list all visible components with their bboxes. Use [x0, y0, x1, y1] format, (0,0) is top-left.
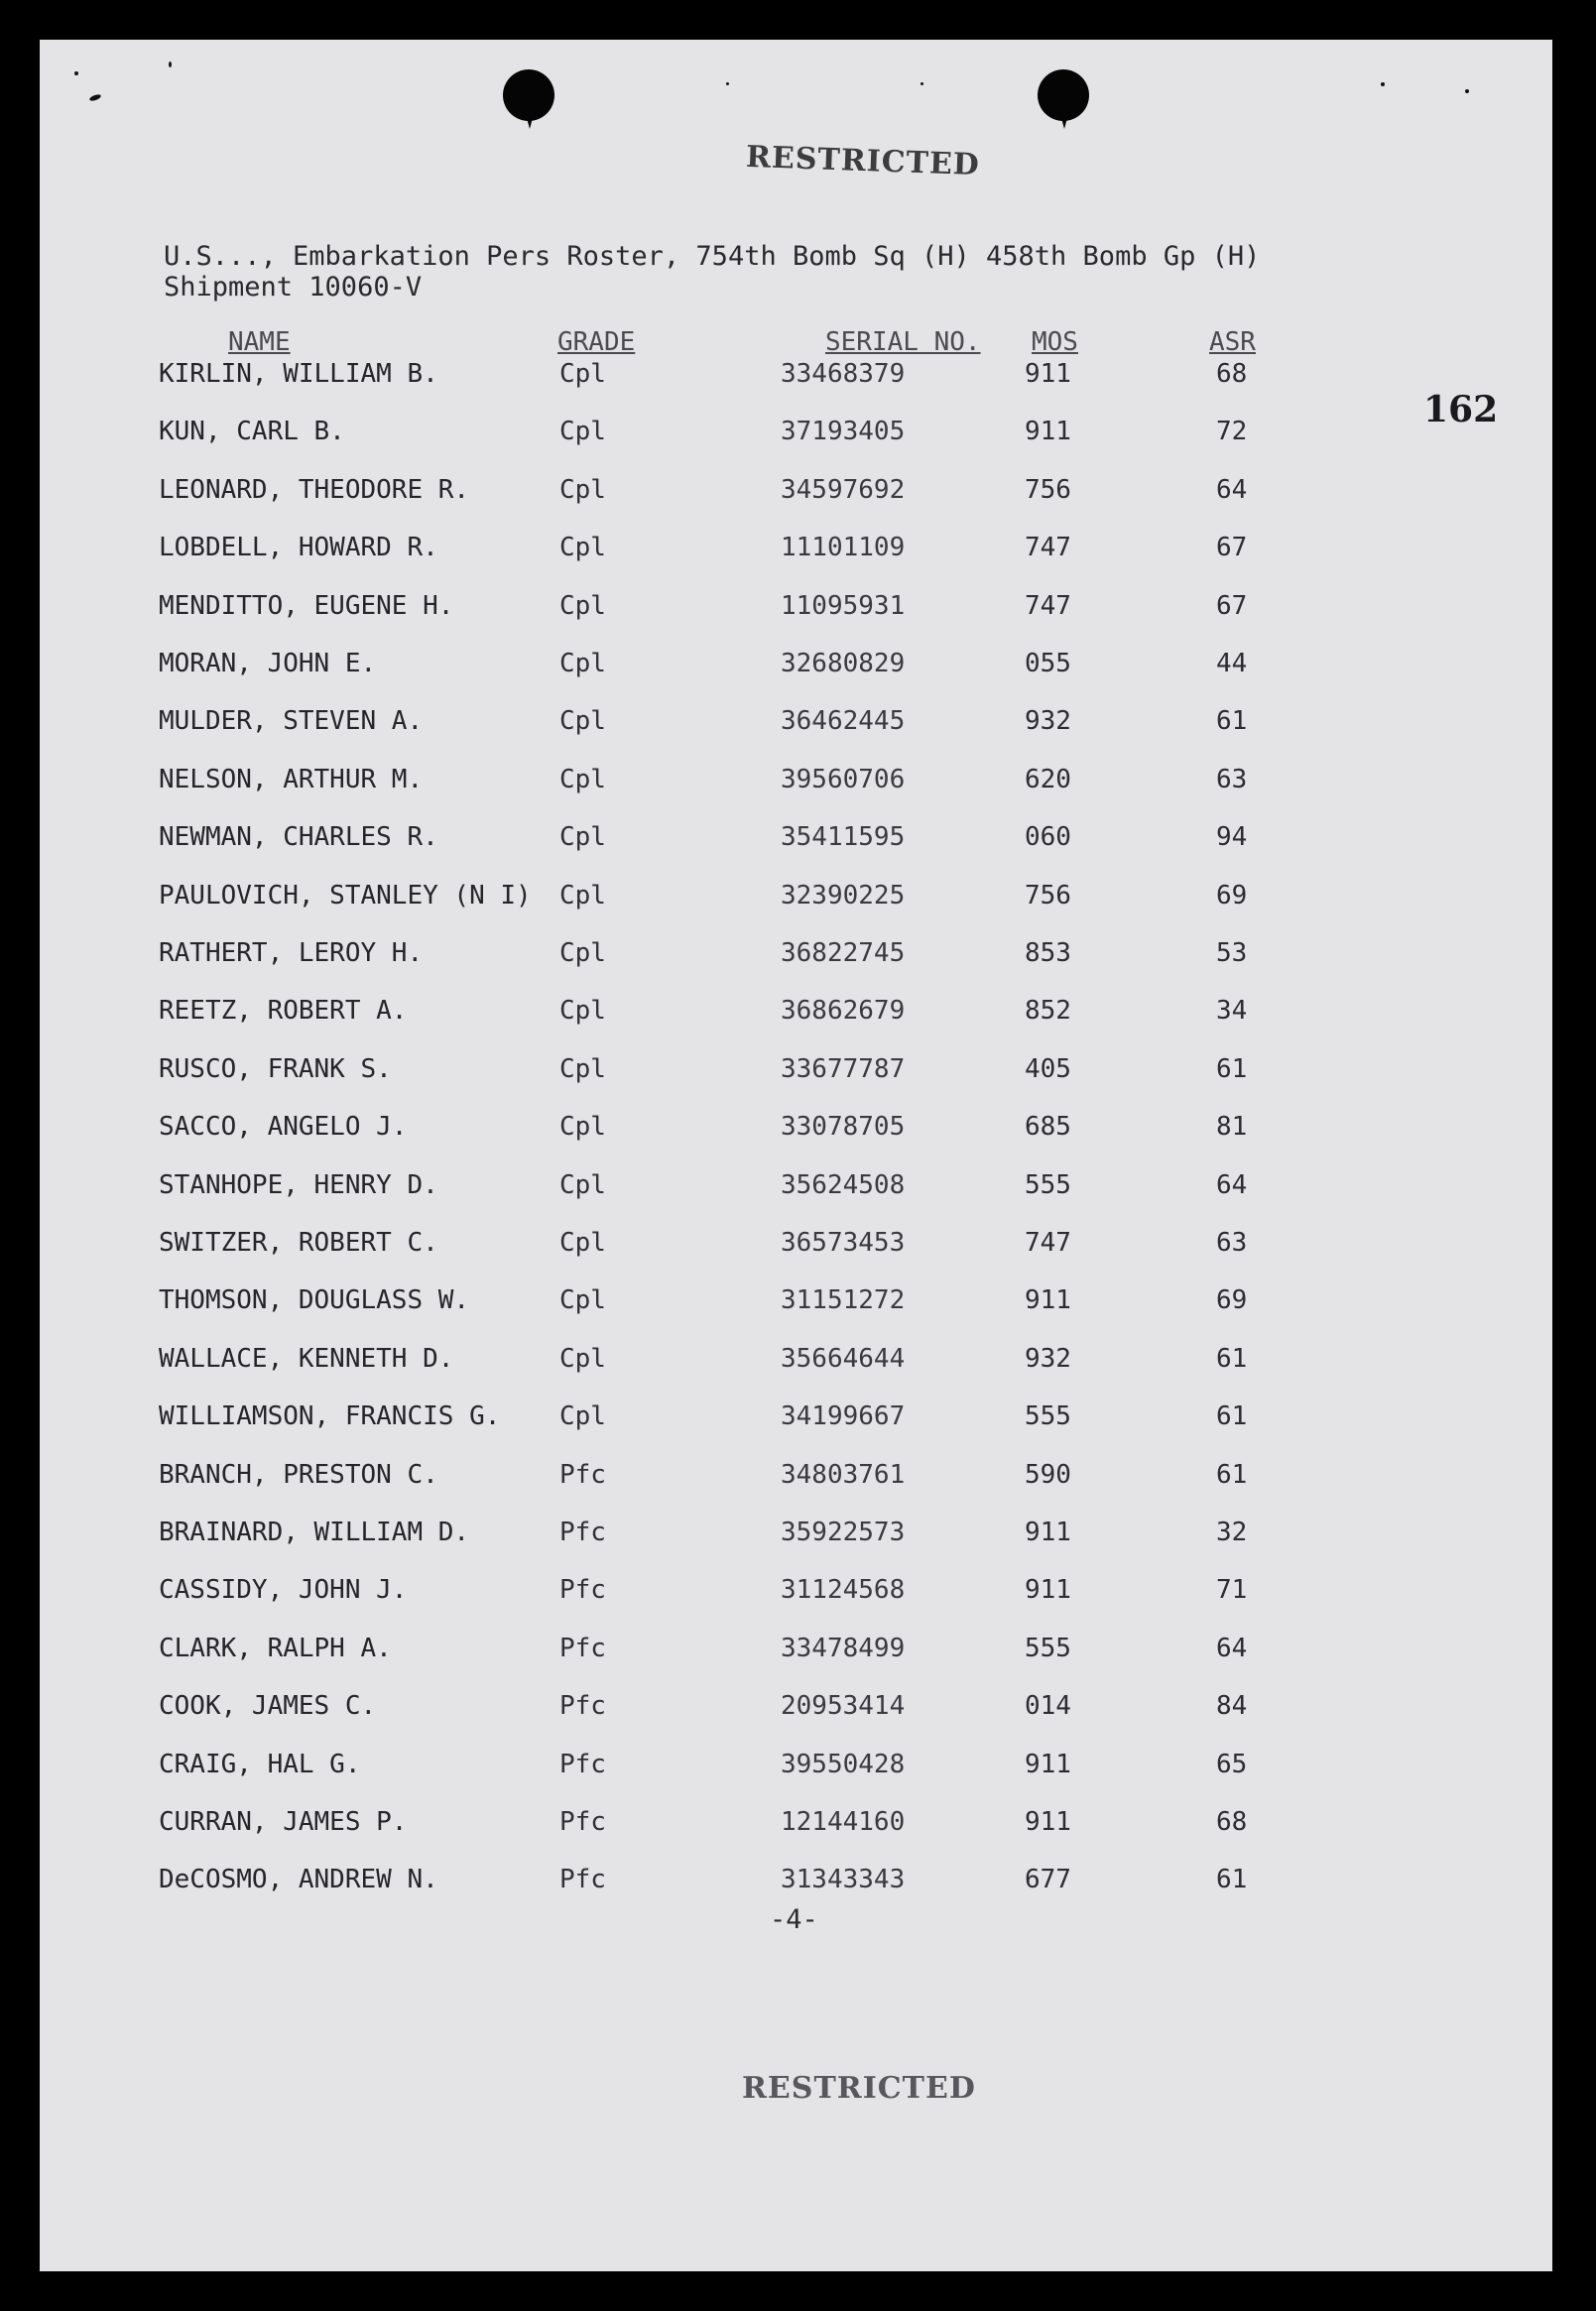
roster-serial-no: 36573453	[781, 1228, 906, 1258]
roster-name: SWITZER, ROBERT C.	[159, 1228, 438, 1258]
roster-name: STANHOPE, HENRY D.	[159, 1169, 438, 1200]
roster-mos: 014	[1025, 1691, 1071, 1722]
roster-name: DeCOSMO, ANDREW N.	[159, 1865, 438, 1895]
roster-serial-no: 33677787	[781, 1053, 906, 1084]
table-row	[40, 586, 1552, 626]
header-serial-no: SERIAL NO.	[825, 327, 981, 357]
document-page	[40, 40, 1552, 2271]
roster-grade: Cpl	[559, 1228, 606, 1258]
roster-mos: 932	[1025, 1343, 1071, 1374]
roster-mos: 555	[1025, 1633, 1071, 1663]
speck	[74, 71, 78, 75]
roster-grade: Cpl	[559, 359, 606, 389]
table-row	[40, 1280, 1552, 1320]
roster-name: MORAN, JOHN E.	[159, 649, 377, 678]
roster-name: THOMSON, DOUGLASS W.	[159, 1285, 470, 1316]
roster-grade: Cpl	[559, 590, 606, 621]
roster-mos: 911	[1025, 359, 1071, 389]
table-row	[40, 1339, 1552, 1379]
roster-name: MULDER, STEVEN A.	[159, 706, 424, 737]
table-row	[40, 528, 1552, 567]
roster-grade: Cpl	[559, 996, 606, 1027]
roster-mos: 911	[1025, 417, 1071, 447]
roster-mos: 911	[1025, 1749, 1071, 1779]
roster-serial-no: 20953414	[781, 1691, 906, 1722]
roster-mos: 747	[1025, 1228, 1071, 1258]
roster-serial-no: 39560706	[781, 764, 906, 794]
roster-name: KUN, CARL B.	[159, 417, 345, 447]
roster-grade: Cpl	[559, 706, 606, 737]
table-row	[40, 1107, 1552, 1147]
roster-mos: 555	[1025, 1169, 1071, 1200]
footer-page-number: -4-	[770, 1904, 818, 1935]
header-name: NAME	[228, 327, 291, 357]
roster-asr: 53	[1216, 938, 1248, 968]
roster-name: MENDITTO, EUGENE H.	[159, 590, 454, 621]
roster-mos: 932	[1025, 706, 1071, 737]
table-row	[40, 1165, 1552, 1205]
roster-mos: 747	[1025, 533, 1071, 563]
roster-mos: 911	[1025, 1518, 1071, 1547]
roster-name: PAULOVICH, STANLEY (N I)	[159, 880, 532, 911]
roster-mos: 620	[1025, 764, 1071, 794]
speck	[89, 93, 102, 102]
roster-title-line2: Shipment 10060-V	[164, 272, 423, 303]
roster-serial-no: 12144160	[781, 1807, 906, 1837]
table-row	[40, 1223, 1552, 1263]
roster-name: NEWMAN, CHARLES R.	[159, 822, 438, 853]
roster-grade: Cpl	[559, 1285, 606, 1316]
table-row	[40, 1049, 1552, 1089]
roster-name: LOBDELL, HOWARD R.	[159, 533, 438, 563]
roster-asr: 44	[1216, 649, 1248, 678]
header-mos: MOS	[1032, 327, 1078, 357]
roster-serial-no: 35922573	[781, 1518, 906, 1547]
roster-asr: 67	[1216, 533, 1248, 563]
roster-name: REETZ, ROBERT A.	[159, 996, 408, 1027]
roster-grade: Cpl	[559, 1112, 606, 1143]
table-row	[40, 354, 1552, 394]
roster-serial-no: 31343343	[781, 1865, 906, 1895]
roster-name: KIRLIN, WILLIAM B.	[159, 359, 438, 389]
roster-serial-no: 33468379	[781, 359, 906, 389]
roster-asr: 64	[1216, 1169, 1248, 1200]
roster-name: RUSCO, FRANK S.	[159, 1053, 392, 1084]
roster-asr: 84	[1216, 1691, 1248, 1722]
roster-asr: 94	[1216, 822, 1248, 853]
roster-name: CLARK, RALPH A.	[159, 1633, 392, 1663]
roster-grade: Pfc	[559, 1459, 606, 1490]
roster-asr: 67	[1216, 590, 1248, 621]
table-row	[40, 933, 1552, 973]
roster-grade: Pfc	[559, 1633, 606, 1663]
roster-grade: Pfc	[559, 1575, 606, 1606]
roster-serial-no: 39550428	[781, 1749, 906, 1779]
roster-asr: 72	[1216, 417, 1248, 447]
roster-title	[164, 241, 1260, 303]
table-row	[40, 470, 1552, 510]
roster-name: RATHERT, LEROY H.	[159, 938, 424, 968]
roster-serial-no: 32680829	[781, 649, 906, 678]
roster-asr: 61	[1216, 1865, 1248, 1895]
roster-serial-no: 34199667	[781, 1401, 906, 1432]
header-asr: ASR	[1209, 327, 1256, 357]
roster-grade: Cpl	[559, 1343, 606, 1374]
roster-asr: 71	[1216, 1575, 1248, 1606]
roster-grade: Pfc	[559, 1691, 606, 1722]
table-row	[40, 760, 1552, 799]
roster-asr: 61	[1216, 1343, 1248, 1374]
roster-mos: 555	[1025, 1401, 1071, 1432]
roster-asr: 61	[1216, 1459, 1248, 1490]
roster-asr: 32	[1216, 1518, 1248, 1547]
roster-asr: 63	[1216, 764, 1248, 794]
roster-name: WALLACE, KENNETH D.	[159, 1343, 454, 1374]
roster-asr: 61	[1216, 1053, 1248, 1084]
roster-asr: 61	[1216, 1401, 1248, 1432]
restricted-stamp-top: RESTRICTED	[745, 139, 981, 183]
roster-grade: Cpl	[559, 764, 606, 794]
roster-mos: 756	[1025, 474, 1071, 505]
roster-mos: 853	[1025, 938, 1071, 968]
table-row	[40, 1455, 1552, 1495]
roster-mos: 060	[1025, 822, 1071, 853]
roster-serial-no: 32390225	[781, 880, 906, 911]
roster-asr: 69	[1216, 1285, 1248, 1316]
roster-mos: 911	[1025, 1807, 1071, 1837]
punch-hole	[1038, 69, 1089, 121]
speck	[169, 61, 172, 67]
roster-grade: Cpl	[559, 649, 606, 678]
roster-name: CRAIG, HAL G.	[159, 1749, 361, 1779]
punch-hole	[503, 69, 554, 121]
roster-grade: Cpl	[559, 938, 606, 968]
speck	[726, 82, 729, 85]
table-row	[40, 817, 1552, 857]
roster-serial-no: 35624508	[781, 1169, 906, 1200]
roster-grade: Cpl	[559, 417, 606, 447]
roster-serial-no: 11101109	[781, 533, 906, 563]
table-row	[40, 1745, 1552, 1784]
roster-serial-no: 37193405	[781, 417, 906, 447]
roster-asr: 68	[1216, 1807, 1248, 1837]
roster-grade: Pfc	[559, 1865, 606, 1895]
roster-mos: 685	[1025, 1112, 1071, 1143]
roster-name: BRAINARD, WILLIAM D.	[159, 1518, 470, 1547]
roster-grade: Pfc	[559, 1518, 606, 1547]
roster-serial-no: 33478499	[781, 1633, 906, 1663]
roster-asr: 69	[1216, 880, 1248, 911]
table-row	[40, 1629, 1552, 1668]
roster-asr: 63	[1216, 1228, 1248, 1258]
roster-asr: 81	[1216, 1112, 1248, 1143]
table-row	[40, 1686, 1552, 1726]
roster-serial-no: 36862679	[781, 996, 906, 1027]
roster-grade: Cpl	[559, 1401, 606, 1432]
table-row	[40, 1802, 1552, 1842]
table-row	[40, 1570, 1552, 1610]
roster-grade: Cpl	[559, 474, 606, 505]
roster-serial-no: 34597692	[781, 474, 906, 505]
table-row	[40, 876, 1552, 915]
speck	[921, 82, 923, 85]
roster-mos: 747	[1025, 590, 1071, 621]
roster-asr: 34	[1216, 996, 1248, 1027]
roster-grade: Pfc	[559, 1807, 606, 1837]
table-row	[40, 701, 1552, 741]
table-row	[40, 1860, 1552, 1899]
roster-name: COOK, JAMES C.	[159, 1691, 377, 1722]
roster-mos: 677	[1025, 1865, 1071, 1895]
handwritten-page-number: 162	[1423, 389, 1499, 430]
table-row	[40, 1397, 1552, 1436]
roster-mos: 911	[1025, 1575, 1071, 1606]
roster-name: SACCO, ANGELO J.	[159, 1112, 408, 1143]
roster-asr: 68	[1216, 359, 1248, 389]
roster-asr: 65	[1216, 1749, 1248, 1779]
roster-serial-no: 31151272	[781, 1285, 906, 1316]
roster-serial-no: 11095931	[781, 590, 906, 621]
speck	[1465, 89, 1469, 93]
roster-title-line1: U.S..., Embarkation Pers Roster, 754th Bomb Sq (H) 458th Bomb Gp (H)	[164, 241, 1261, 272]
roster-serial-no: 31124568	[781, 1575, 906, 1606]
roster-asr: 61	[1216, 706, 1248, 737]
roster-name: LEONARD, THEODORE R.	[159, 474, 470, 505]
roster-grade: Pfc	[559, 1749, 606, 1779]
table-row	[40, 412, 1552, 451]
roster-asr: 64	[1216, 474, 1248, 505]
roster-mos: 055	[1025, 649, 1071, 678]
roster-mos: 852	[1025, 996, 1071, 1027]
table-row	[40, 644, 1552, 683]
roster-grade: Cpl	[559, 880, 606, 911]
roster-serial-no: 36822745	[781, 938, 906, 968]
roster-name: CURRAN, JAMES P.	[159, 1807, 408, 1837]
roster-mos: 590	[1025, 1459, 1071, 1490]
speck	[1381, 82, 1385, 86]
roster-grade: Cpl	[559, 533, 606, 563]
table-row	[40, 991, 1552, 1031]
roster-asr: 64	[1216, 1633, 1248, 1663]
roster-name: CASSIDY, JOHN J.	[159, 1575, 408, 1606]
header-grade: GRADE	[557, 327, 636, 357]
roster-mos: 405	[1025, 1053, 1071, 1084]
restricted-stamp-bottom: RESTRICTED	[742, 2071, 976, 2106]
roster-serial-no: 34803761	[781, 1459, 906, 1490]
roster-name: WILLIAMSON, FRANCIS G.	[159, 1401, 501, 1432]
roster-serial-no: 35664644	[781, 1343, 906, 1374]
roster-grade: Cpl	[559, 1053, 606, 1084]
roster-name: BRANCH, PRESTON C.	[159, 1459, 438, 1490]
roster-mos: 911	[1025, 1285, 1071, 1316]
roster-name: NELSON, ARTHUR M.	[159, 764, 424, 794]
roster-serial-no: 35411595	[781, 822, 906, 853]
roster-mos: 756	[1025, 880, 1071, 911]
roster-grade: Cpl	[559, 822, 606, 853]
table-row	[40, 1513, 1552, 1552]
roster-grade: Cpl	[559, 1169, 606, 1200]
roster-serial-no: 36462445	[781, 706, 906, 737]
roster-serial-no: 33078705	[781, 1112, 906, 1143]
